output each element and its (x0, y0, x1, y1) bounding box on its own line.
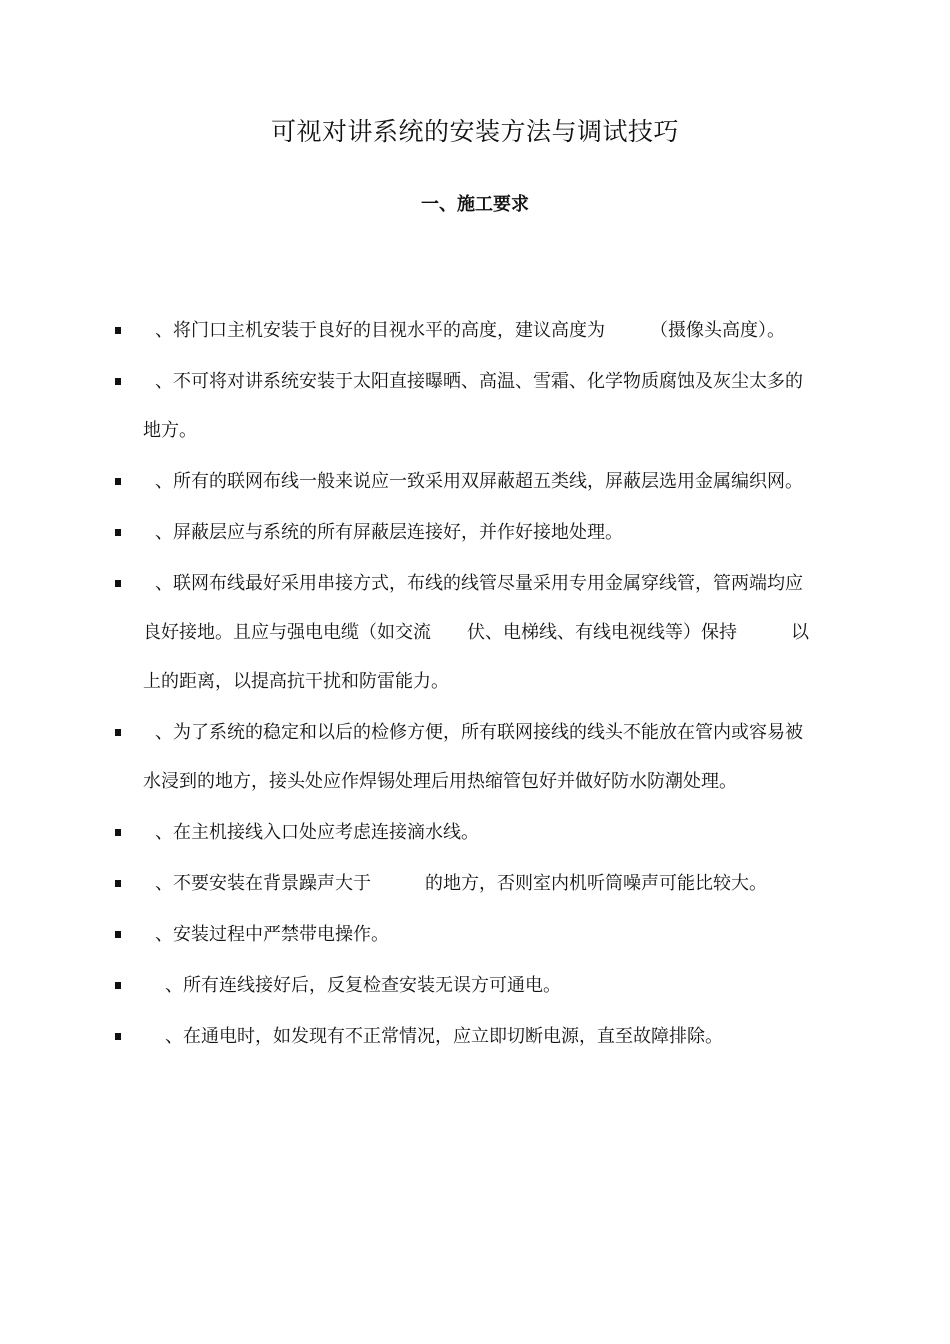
list-item (0, 508, 811, 557)
list-item-text: 、在通电时，如发现有不正常情况，应立即切断电源，直至故障排除。 (165, 1026, 723, 1047)
bullet-icon (115, 729, 121, 736)
requirements-list (0, 306, 950, 1063)
list-item (0, 961, 811, 1010)
list-item (0, 808, 811, 857)
list-item (0, 910, 811, 959)
list-item (0, 306, 811, 355)
bullet-icon (115, 580, 121, 587)
bullet-icon (115, 829, 121, 836)
bullet-icon (115, 982, 121, 989)
list-item (0, 357, 811, 455)
list-item-text: 、安装过程中严禁带电操作。 (155, 924, 389, 945)
list-item-text: 、为了系统的稳定和以后的检修方便，所有联网接线的线头不能放在管内或容易被水浸到的地方，接头处应作焊锡处理后用热缩管包好并做好防水防潮处理。 (143, 722, 803, 792)
list-item-text: 、不要安装在背景躁声大于 的地方，否则室内机听筒噪声可能比较大。 (155, 873, 767, 894)
list-item-text: 、不可将对讲系统安装于太阳直接曝晒、高温、雪霜、化学物质腐蚀及灰尘太多的地方。 (143, 371, 803, 441)
document-title: 可视对讲系统的安装方法与调试技巧 (270, 117, 679, 146)
list-item (0, 457, 811, 506)
list-item-text: 、所有的联网布线一般来说应一致采用双屏蔽超五类线，屏蔽层选用金属编织网。 (155, 471, 803, 492)
list-item (0, 1012, 811, 1061)
list-item-text: 、在主机接线入口处应考虑连接滴水线。 (155, 822, 479, 843)
bullet-icon (115, 880, 121, 887)
bullet-icon (115, 529, 121, 536)
bullet-icon (115, 1033, 121, 1040)
bullet-icon (115, 378, 121, 385)
list-item-text: 、将门口主机安装于良好的目视水平的高度，建议高度为 （摄像头高度）。 (155, 320, 785, 341)
bullet-icon (115, 327, 121, 334)
bullet-icon (115, 478, 121, 485)
list-item-text: 、所有连线接好后，反复检查安装无误方可通电。 (165, 975, 561, 996)
list-item (0, 859, 811, 908)
bullet-icon (115, 931, 121, 938)
list-item-text: 、屏蔽层应与系统的所有屏蔽层连接好，并作好接地处理。 (155, 522, 623, 543)
list-item-text: 、联网布线最好采用串接方式，布线的线管尽量采用专用金属穿线管，管两端均应良好接地。且应与强电电缆（如交流 伏、电梯线、有线电视线等）保持 以上的距离，以提高抗干扰和防雷能力。 (143, 573, 809, 692)
list-item (0, 559, 811, 706)
list-item (0, 708, 811, 806)
section-heading: 一、施工要求 (421, 194, 529, 215)
